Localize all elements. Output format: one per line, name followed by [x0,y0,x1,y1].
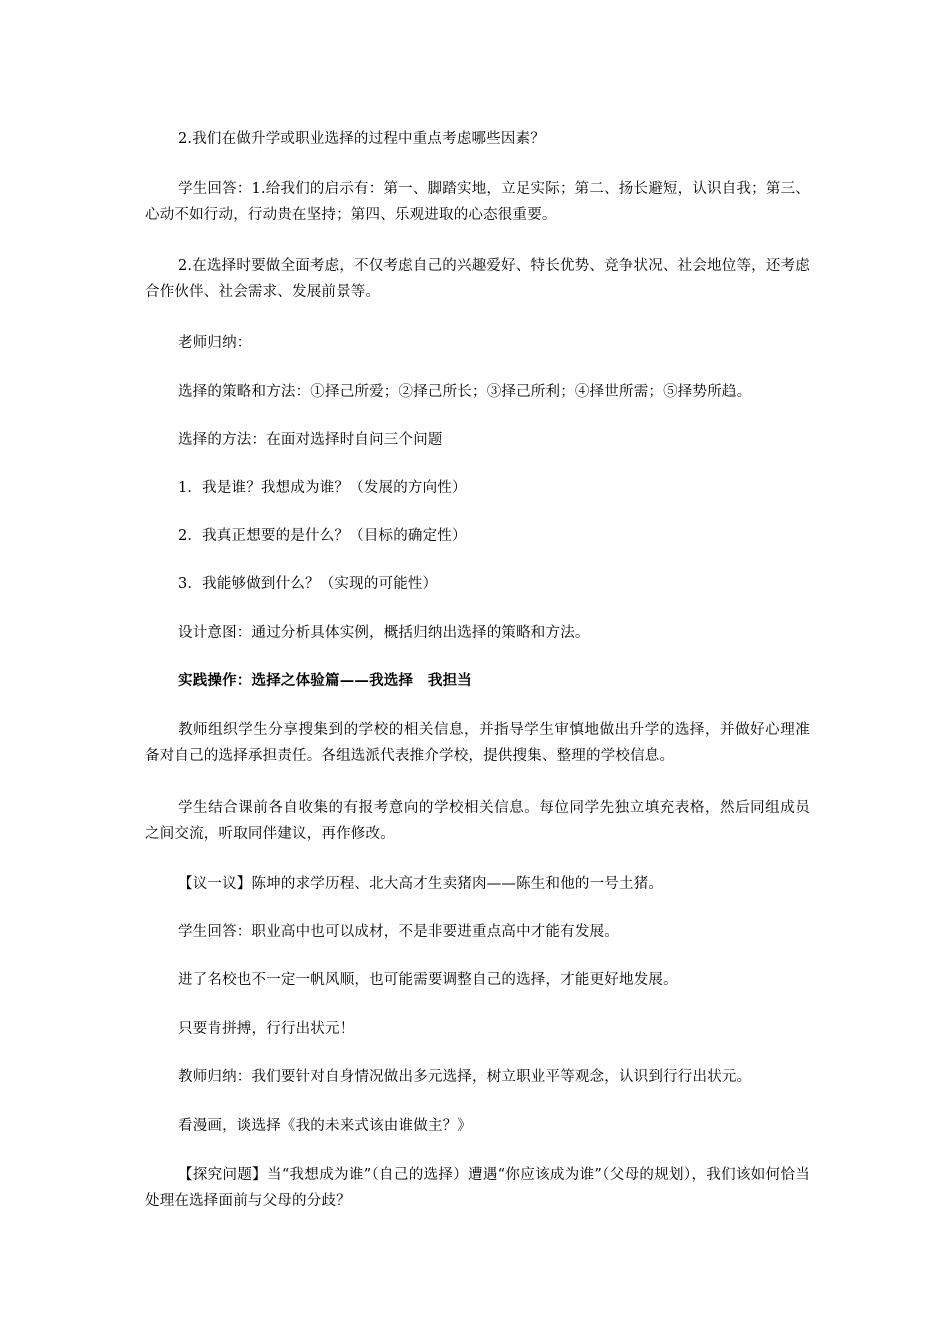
paragraph-student-answer-3: 学生回答：职业高中也可以成材，不是非要进重点高中才能有发展。 [178,924,619,940]
document-page [145,126,810,1214]
paragraph-hard-work: 只要肯拼搏，行行出状元！ [178,1021,355,1037]
paragraph-q2-factors: 2.我们在做升学或职业选择的过程中重点考虑哪些因素？ [178,131,546,147]
paragraph-method-three-questions: 选择的方法：在面对选择时自问三个问题 [178,432,443,448]
paragraph-question-1: 1．我是谁？我想成为谁？（发展的方向性） [178,480,467,496]
paragraph-practice-heading: 实践操作：选择之体验篇——我选择 我担当 [178,672,472,689]
paragraph-teacher-organize: 教师组织学生分享搜集到的学校的相关信息，并指导学生审慎地做出升学的选择，并做好心理准备对自己的选择承担责任。各组选派代表推介学校，提供搜集、整理的学校信息。 [145,722,810,764]
paragraph-teacher-summary-2: 教师归纳：我们要针对自身情况做出多元选择，树立职业平等观念，认识到行行出状元。 [178,1069,752,1085]
paragraph-strategy-methods: 选择的策略和方法：①择己所爱；②择己所长；③择己所利；④择世所需；⑤择势所趋。 [178,384,752,400]
paragraph-student-answer-1: 学生回答：1.给我们的启示有：第一、脚踏实地，立足实际；第二、扬长避短，认识自我；第三、心动不如行动，行动贵在坚持；第四、乐观进取的心态很重要。 [145,181,810,223]
paragraph-explore-question: 【探究问题】当“我想成为谁”（自己的选择）遭遇“你应该成为谁”（父母的规划），我们该如何恰当处理在选择面前与父母的分歧？ [145,1167,810,1209]
paragraph-famous-school: 进了名校也不一定一帆风顺，也可能需要调整自己的选择，才能更好地发展。 [178,972,678,988]
paragraph-question-3: 3．我能够做到什么？（实现的可能性） [178,576,438,592]
paragraph-design-intent: 设计意图：通过分析具体实例，概括归纳出选择的策略和方法。 [178,625,590,641]
paragraph-student-answer-2: 2.在选择时要做全面考虑，不仅考虑自己的兴趣爱好、特长优势、竞争状况、社会地位等，还考虑合作伙伴、社会需求、发展前景等。 [145,258,810,300]
paragraph-teacher-summary-heading: 老师归纳： [178,335,252,351]
paragraph-comic-discussion: 看漫画，谈选择《我的未来式该由谁做主？》 [178,1118,472,1134]
paragraph-question-2: 2．我真正想要的是什么？（目标的确定性） [178,528,467,544]
paragraph-student-combine: 学生结合课前各自收集的有报考意向的学校相关信息。每位同学先独立填充表格，然后同组成员之间交流，听取同伴建议，再作修改。 [145,800,810,842]
paragraph-discussion: 【议一议】陈坤的求学历程、北大高才生卖猪肉——陈生和他的一号土猪。 [178,876,664,892]
